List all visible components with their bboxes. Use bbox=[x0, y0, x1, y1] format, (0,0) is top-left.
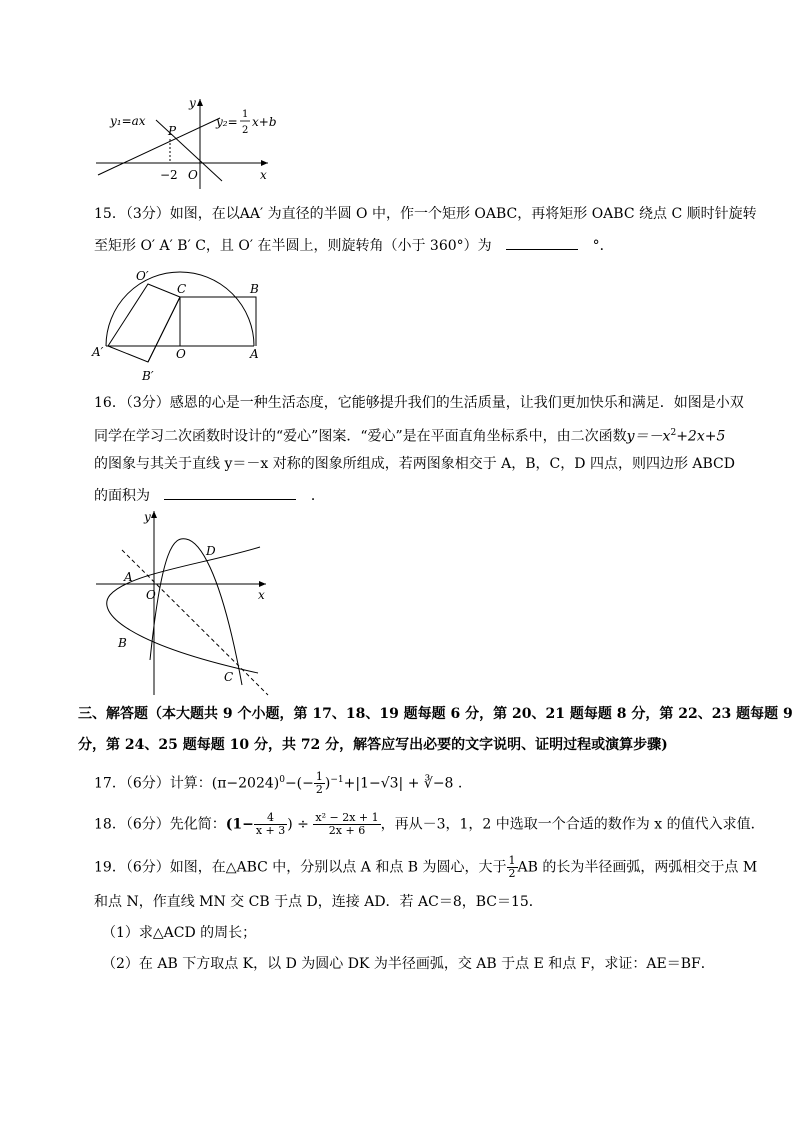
q19-line2: 和点 N，作直线 MN 交 CB 于点 D，连接 AD．若 AC＝8，BC＝15． bbox=[94, 894, 543, 910]
label-b-prime: B′ bbox=[142, 369, 154, 383]
q19-line1 bbox=[94, 855, 757, 880]
q18-expr-a: (1− bbox=[225, 816, 254, 833]
label-x: x bbox=[260, 168, 267, 182]
y-axis-arrow bbox=[197, 99, 203, 106]
q19-frac-num: 1 bbox=[508, 854, 516, 867]
x-axis-arrow bbox=[259, 581, 266, 587]
q18-f2-den: 2x + 6 bbox=[328, 824, 366, 837]
q16-line2d: +2x+5 bbox=[676, 428, 726, 445]
q17-sup0: 0 bbox=[279, 775, 285, 785]
q17-prefix: 17．（6分）计算： bbox=[94, 775, 212, 792]
section3-line2: 分，第 24、25 题每题 10 分，共 72 分，解答应写出必要的文字说明、证明过程或演算步骤) bbox=[78, 737, 668, 753]
x-axis-arrow bbox=[261, 160, 268, 166]
q17-expr-a: (π−2024) bbox=[211, 775, 280, 792]
label-y1: y₁=ax bbox=[110, 114, 146, 128]
q19-sub2: （2）在 AB 下方取点 K，以 D 为圆心 DK 为半径画弧，交 AB 于点 E 和点 F，求证：AE＝BF． bbox=[102, 956, 715, 972]
q15-line2b: °． bbox=[592, 238, 614, 254]
q19-line1b: AB 的长为半径画弧，两弧相交于点 M bbox=[517, 859, 758, 876]
q15-answer-blank bbox=[506, 235, 578, 250]
figure-q14-graph bbox=[90, 95, 280, 190]
parabola-downward bbox=[150, 539, 242, 685]
q18-f1-num: 4 bbox=[254, 812, 287, 825]
q16-line2c: 2 bbox=[670, 428, 677, 438]
q16-line4 bbox=[94, 485, 325, 506]
figure-q16-heart bbox=[90, 505, 275, 697]
label-y2-num: 1 bbox=[242, 109, 249, 120]
q19-frac-den: 2 bbox=[508, 867, 516, 880]
q16-line2b: y＝－x bbox=[626, 428, 671, 445]
label-a-prime: A′ bbox=[92, 345, 104, 359]
figure-q15-semicircle bbox=[90, 262, 270, 387]
q18 bbox=[94, 812, 765, 837]
q18-suffix: ，再从－3，1，2 中选取一个合适的数作为 x 的值代入求值． bbox=[380, 816, 765, 833]
label-d: D bbox=[206, 544, 216, 558]
label-c: C bbox=[224, 670, 234, 684]
q18-f1-den: x + 3 bbox=[255, 824, 286, 837]
q19-fraction bbox=[507, 855, 518, 880]
q18-fraction1 bbox=[254, 812, 287, 837]
q17-expr-d: +|1−√3| + ∛−8 . bbox=[343, 775, 463, 792]
label-y: y bbox=[144, 510, 151, 524]
label-x: x bbox=[258, 588, 265, 602]
q17-fraction bbox=[314, 771, 325, 796]
q18-prefix: 18．（6分）先化简： bbox=[94, 816, 226, 833]
label-o: O bbox=[146, 588, 156, 602]
q16-line2a: 同学在学习二次函数时设计的“爱心”图案．“爱心”是在平面直角坐标系中，由二次函数 bbox=[94, 428, 627, 445]
q15-line1: 15．（3分）如图，在以AA′ 为直径的半圆 O 中，作一个矩形 OABC，再将矩形 OABC 绕点 C 顺时针旋转 bbox=[94, 206, 757, 222]
label-a: A bbox=[124, 570, 133, 584]
q15-line2 bbox=[94, 235, 614, 256]
label-neg2: −2 bbox=[160, 168, 178, 182]
q16-line4a: 的面积为 bbox=[94, 488, 150, 504]
q17-frac-den: 2 bbox=[315, 783, 323, 797]
q15-line2a: 至矩形 O′ A′ B′ C，且 O′ 在半圆上，则旋转角（小于 360°）为 bbox=[94, 238, 492, 254]
q17-expr-b: −(− bbox=[284, 775, 314, 792]
q17-frac-num: 1 bbox=[315, 770, 323, 784]
section3-line1: 三、解答题（本大题共 9 个小题，第 17、18、19 题每题 6 分，第 20、21 题每题 8 分，第 22、23 题每题 9 bbox=[78, 706, 793, 722]
q16-line4b: ． bbox=[310, 488, 325, 504]
label-o: O bbox=[176, 347, 186, 361]
q18-expr-b: ) ÷ bbox=[287, 816, 309, 833]
q16-line1: 16．（3分）感恩的心是一种生活态度，它能够提升我们的生活质量，让我们更加快乐和满足．如图是小双 bbox=[94, 395, 744, 411]
label-y2-den: 2 bbox=[242, 125, 249, 136]
label-a: A bbox=[250, 347, 259, 361]
label-b: B bbox=[118, 636, 127, 650]
label-y2-suffix: x+b bbox=[252, 115, 277, 129]
label-c: C bbox=[177, 282, 187, 296]
label-o-prime: O′ bbox=[136, 269, 149, 283]
label-p: P bbox=[168, 124, 177, 138]
q17 bbox=[94, 770, 462, 796]
q19-line1a: 19．（6分）如图，在△ABC 中，分别以点 A 和点 B 为圆心，大于 bbox=[94, 859, 507, 876]
q17-expr-c: ) bbox=[324, 775, 331, 792]
q16-line2 bbox=[94, 423, 725, 447]
label-b: B bbox=[250, 282, 259, 296]
label-origin: O bbox=[188, 168, 198, 182]
q16-answer-blank bbox=[164, 485, 296, 500]
rectangle-rotated bbox=[108, 284, 180, 362]
q19-sub1: （1）求△ACD 的周长； bbox=[102, 925, 257, 941]
rectangle-oabc bbox=[180, 297, 256, 346]
q17-sup-neg1: −1 bbox=[330, 775, 344, 785]
label-y: y bbox=[189, 96, 196, 110]
parabola-sideways bbox=[107, 547, 260, 673]
q18-f2-num: x² − 2x + 1 bbox=[315, 811, 379, 824]
dashed-line-y-neg-x bbox=[122, 550, 268, 695]
q16-line3: 的图象与其关于直线 y＝－x 对称的图象所组成，若两图象相交于 A，B，C，D 四点，则四边形 ABCD bbox=[94, 456, 735, 472]
y-axis-arrow bbox=[151, 511, 157, 518]
q18-fraction2 bbox=[313, 812, 380, 837]
label-y2-prefix: y₂= bbox=[216, 115, 238, 129]
